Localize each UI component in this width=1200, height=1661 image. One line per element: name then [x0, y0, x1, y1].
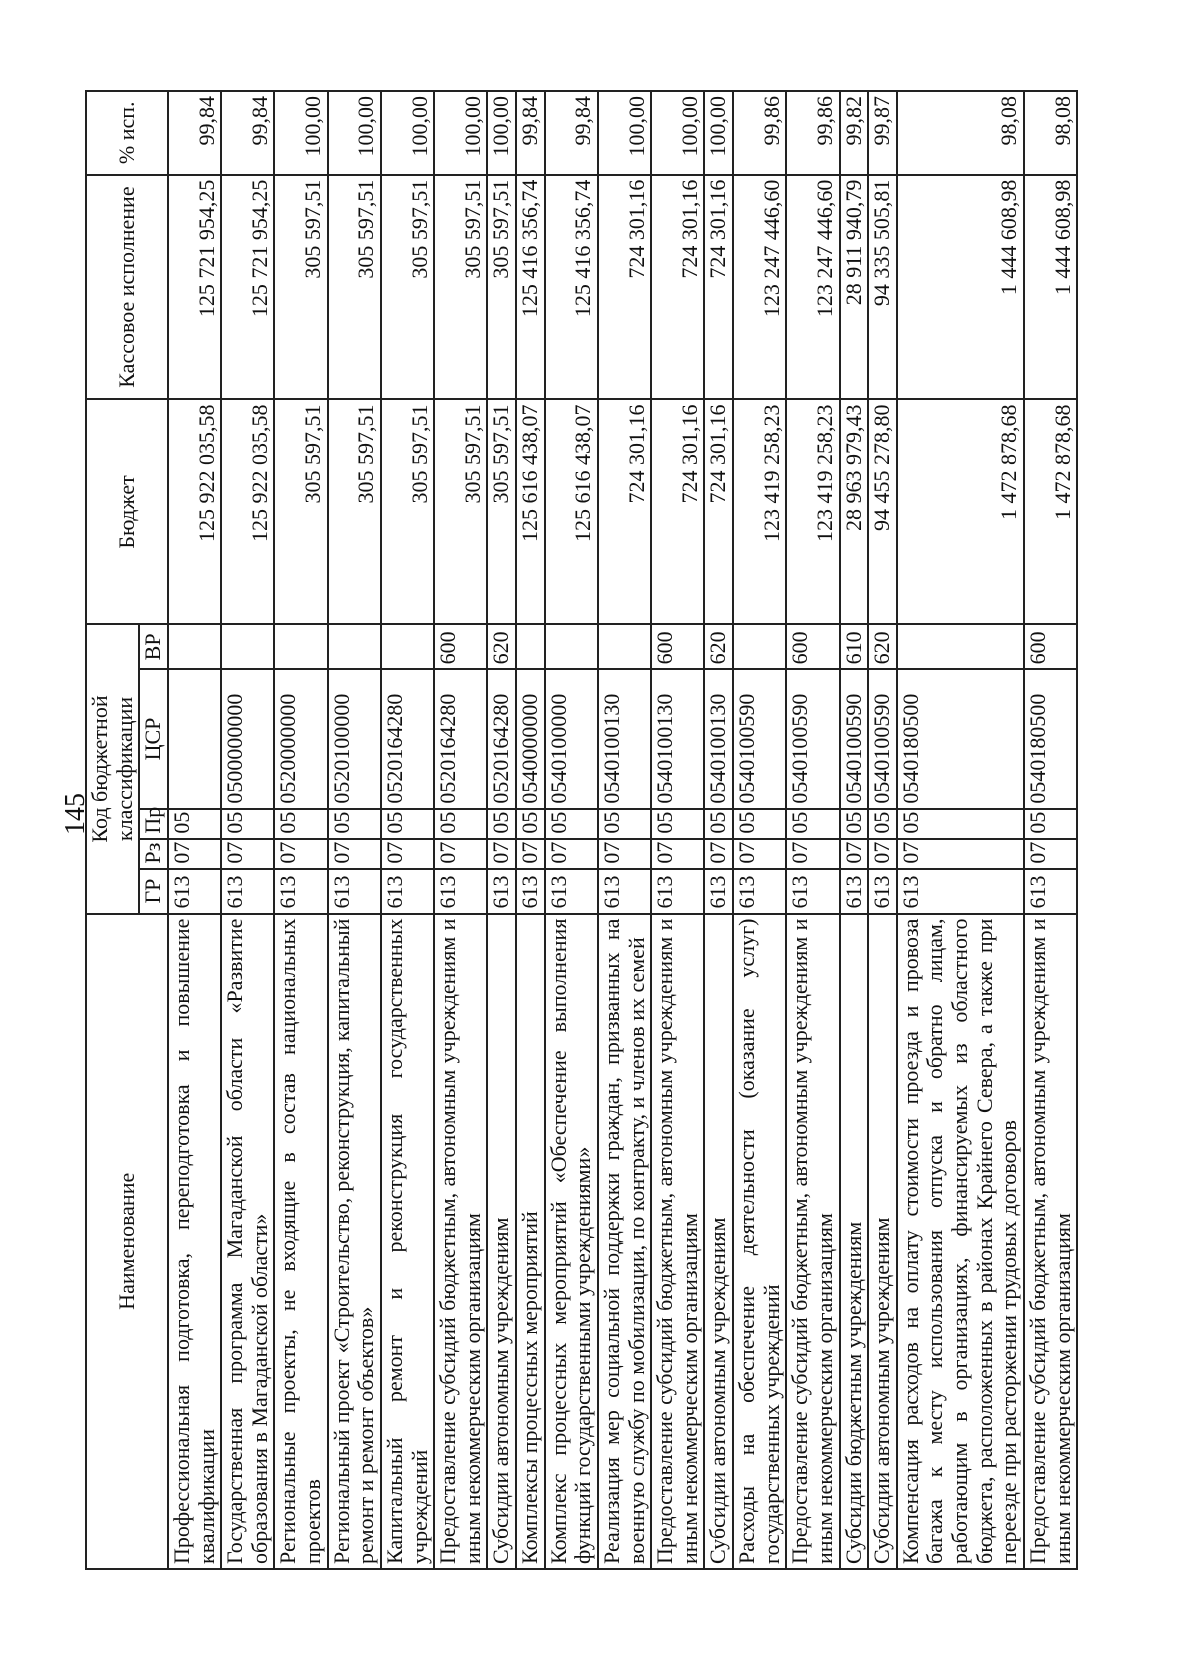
row-pct: 100,00 [381, 91, 434, 175]
table-row [434, 91, 487, 1569]
row-rz: 07 [545, 839, 598, 869]
row-vr [598, 624, 651, 669]
row-pr: 05 [598, 809, 651, 839]
row-gr: 613 [545, 869, 598, 914]
header-cash: Кассовое исполнение [86, 175, 168, 400]
row-rz: 07 [868, 839, 897, 869]
row-vr [221, 624, 274, 669]
row-vr [168, 624, 221, 669]
row-vr [897, 624, 1024, 669]
row-cash: 305 597,51 [328, 175, 381, 400]
row-pr: 05 [897, 809, 1024, 839]
row-pr: 05 [545, 809, 598, 839]
row-pct: 99,84 [516, 91, 545, 175]
row-name: Компенсация расходов на оплату стоимости проезда и провоза багажа к месту использования отпуска и обратно лицам, работающим в организациях, финансируемых из областного бюджета, расположенных в районах Крайнего Севера, а также при переезде при расторжении трудовых договоров [897, 914, 1024, 1569]
row-cash: 123 247 446,60 [786, 175, 839, 400]
header-budget: Бюджет [86, 400, 168, 625]
row-name: Предоставление субсидий бюджетным, автономным учреждениям и иным некоммерческим организациям [1024, 914, 1077, 1569]
row-csr: 0540100590 [868, 669, 897, 808]
header-name: Наименование [86, 914, 168, 1569]
row-rz: 07 [221, 839, 274, 869]
row-pct: 99,84 [221, 91, 274, 175]
row-csr: 0540100590 [733, 669, 786, 808]
row-name: Профессиональная подготовка, переподготовка и повышение квалификации [168, 914, 221, 1569]
header-rz: Рз [139, 839, 168, 869]
table-row [733, 91, 786, 1569]
row-pr: 05 [168, 809, 221, 839]
row-rz: 07 [381, 839, 434, 869]
row-pct: 98,08 [1024, 91, 1077, 175]
row-rz: 07 [704, 839, 733, 869]
row-rz: 07 [897, 839, 1024, 869]
row-pr: 05 [221, 809, 274, 839]
row-pr: 05 [516, 809, 545, 839]
table-row [381, 91, 434, 1569]
row-pct: 100,00 [487, 91, 516, 175]
row-rz: 07 [733, 839, 786, 869]
row-budget: 305 597,51 [381, 400, 434, 625]
row-rz: 07 [651, 839, 704, 869]
row-budget: 125 922 035,58 [221, 400, 274, 625]
row-vr [381, 624, 434, 669]
row-pr: 05 [704, 809, 733, 839]
table-row [221, 91, 274, 1569]
row-pr: 05 [328, 809, 381, 839]
row-vr: 600 [786, 624, 839, 669]
row-cash: 1 444 608,98 [897, 175, 1024, 400]
row-budget: 125 922 035,58 [168, 400, 221, 625]
table-row [651, 91, 704, 1569]
row-gr: 613 [434, 869, 487, 914]
row-gr: 613 [221, 869, 274, 914]
row-gr: 613 [651, 869, 704, 914]
row-cash: 305 597,51 [434, 175, 487, 400]
table-row [598, 91, 651, 1569]
row-vr: 620 [704, 624, 733, 669]
row-csr: 0540000000 [516, 669, 545, 808]
row-pct: 100,00 [274, 91, 327, 175]
row-name: Предоставление субсидий бюджетным, автономным учреждениям и иным некоммерческим организациям [434, 914, 487, 1569]
row-gr: 613 [868, 869, 897, 914]
row-pct: 98,08 [897, 91, 1024, 175]
row-gr: 613 [516, 869, 545, 914]
row-cash: 305 597,51 [274, 175, 327, 400]
row-rz: 07 [434, 839, 487, 869]
row-name: Субсидии автономным учреждениям [704, 914, 733, 1569]
row-name: Комплексы процессных мероприятий [516, 914, 545, 1569]
row-name: Субсидии автономным учреждениям [868, 914, 897, 1569]
table-row [704, 91, 733, 1569]
row-pct: 100,00 [704, 91, 733, 175]
row-name: Субсидии автономным учреждениям [487, 914, 516, 1569]
table-row [840, 91, 869, 1569]
row-pct: 100,00 [651, 91, 704, 175]
row-csr: 0540100130 [651, 669, 704, 808]
row-pr: 05 [1024, 809, 1077, 839]
row-gr: 613 [274, 869, 327, 914]
row-vr: 620 [868, 624, 897, 669]
row-name: Капитальный ремонт и реконструкция государственных учреждений [381, 914, 434, 1569]
row-rz: 07 [168, 839, 221, 869]
table-body [168, 91, 1077, 1569]
row-csr: 0520000000 [274, 669, 327, 808]
row-pr: 05 [733, 809, 786, 839]
row-budget: 724 301,16 [651, 400, 704, 625]
row-cash: 305 597,51 [381, 175, 434, 400]
table-row [274, 91, 327, 1569]
row-cash: 123 247 446,60 [733, 175, 786, 400]
row-gr: 613 [1024, 869, 1077, 914]
row-budget: 28 963 979,43 [840, 400, 869, 625]
table-row [1024, 91, 1077, 1569]
table-row [516, 91, 545, 1569]
row-rz: 07 [328, 839, 381, 869]
row-gr: 613 [733, 869, 786, 914]
row-budget: 724 301,16 [704, 400, 733, 625]
row-name: Предоставление субсидий бюджетным, автономным учреждениям и иным некоммерческим организациям [786, 914, 839, 1569]
row-name: Предоставление субсидий бюджетным, автономным учреждениям и иным некоммерческим организациям [651, 914, 704, 1569]
row-rz: 07 [840, 839, 869, 869]
row-cash: 1 444 608,98 [1024, 175, 1077, 400]
row-pr: 05 [840, 809, 869, 839]
row-csr: 0540180500 [1024, 669, 1077, 808]
row-vr [545, 624, 598, 669]
row-name: Региональный проект «Строительство, реконструкция, капитальный ремонт и ремонт объектов» [328, 914, 381, 1569]
row-gr: 613 [381, 869, 434, 914]
page-number: 145 [60, 793, 91, 835]
table-row [868, 91, 897, 1569]
row-budget: 123 419 258,23 [786, 400, 839, 625]
row-gr: 613 [786, 869, 839, 914]
row-pr: 05 [381, 809, 434, 839]
row-pr: 05 [434, 809, 487, 839]
row-pr: 05 [786, 809, 839, 839]
row-rz: 07 [487, 839, 516, 869]
row-vr [328, 624, 381, 669]
row-cash: 125 416 356,74 [545, 175, 598, 400]
row-csr: 0520164280 [487, 669, 516, 808]
row-cash: 724 301,16 [598, 175, 651, 400]
row-vr: 600 [651, 624, 704, 669]
row-budget: 724 301,16 [598, 400, 651, 625]
header-vr: ВР [139, 624, 168, 669]
row-rz: 07 [516, 839, 545, 869]
row-gr: 613 [704, 869, 733, 914]
header-csr: ЦСР [139, 669, 168, 808]
row-csr [168, 669, 221, 808]
row-cash: 125 721 954,25 [221, 175, 274, 400]
row-csr: 0540100590 [786, 669, 839, 808]
row-rz: 07 [1024, 839, 1077, 869]
row-cash: 125 416 356,74 [516, 175, 545, 400]
table-row [545, 91, 598, 1569]
row-pct: 99,84 [545, 91, 598, 175]
table-row [168, 91, 221, 1569]
row-rz: 07 [274, 839, 327, 869]
row-pr: 05 [651, 809, 704, 839]
row-gr: 613 [487, 869, 516, 914]
row-pct: 100,00 [434, 91, 487, 175]
row-name: Расходы на обеспечение деятельности (оказание услуг) государственных учреждений [733, 914, 786, 1569]
row-budget: 305 597,51 [434, 400, 487, 625]
row-budget: 305 597,51 [487, 400, 516, 625]
row-name: Государственная программа Магаданской области «Развитие образования в Магаданской области» [221, 914, 274, 1569]
row-name: Реализация мер социальной поддержки граждан, призванных на военную службу по мобилизации, по контракту, и членов их семей [598, 914, 651, 1569]
row-vr: 610 [840, 624, 869, 669]
row-name: Субсидии бюджетным учреждениям [840, 914, 869, 1569]
row-vr: 620 [487, 624, 516, 669]
row-pct: 99,86 [733, 91, 786, 175]
table-row [487, 91, 516, 1569]
row-name: Региональные проекты, не входящие в состав национальных проектов [274, 914, 327, 1569]
row-pr: 05 [274, 809, 327, 839]
row-gr: 613 [840, 869, 869, 914]
row-pct: 100,00 [328, 91, 381, 175]
header-gr: ГР [139, 869, 168, 914]
row-cash: 724 301,16 [651, 175, 704, 400]
row-csr: 0540100130 [598, 669, 651, 808]
row-rz: 07 [786, 839, 839, 869]
row-csr: 0540180500 [897, 669, 1024, 808]
header-pct: % исп. [86, 91, 168, 175]
header-pr: Пр [139, 809, 168, 839]
table-row [328, 91, 381, 1569]
row-pct: 99,87 [868, 91, 897, 175]
row-cash: 125 721 954,25 [168, 175, 221, 400]
budget-table [85, 90, 1078, 1570]
row-cash: 94 335 505,81 [868, 175, 897, 400]
row-gr: 613 [168, 869, 221, 914]
table-row [786, 91, 839, 1569]
row-budget: 305 597,51 [328, 400, 381, 625]
row-budget: 123 419 258,23 [733, 400, 786, 625]
row-budget: 1 472 878,68 [897, 400, 1024, 625]
row-budget: 94 455 278,80 [868, 400, 897, 625]
row-csr: 0540100130 [704, 669, 733, 808]
row-vr [274, 624, 327, 669]
header-code-group: Код бюджетной классификации [86, 624, 139, 913]
row-cash: 28 911 940,79 [840, 175, 869, 400]
row-gr: 613 [328, 869, 381, 914]
row-vr [516, 624, 545, 669]
row-rz: 07 [598, 839, 651, 869]
row-budget: 1 472 878,68 [1024, 400, 1077, 625]
row-pct: 99,86 [786, 91, 839, 175]
row-budget: 305 597,51 [274, 400, 327, 625]
row-cash: 305 597,51 [487, 175, 516, 400]
row-csr: 0540100590 [840, 669, 869, 808]
row-csr: 0520100000 [328, 669, 381, 808]
row-budget: 125 616 438,07 [545, 400, 598, 625]
row-csr: 0540100000 [545, 669, 598, 808]
row-pr: 05 [487, 809, 516, 839]
row-pr: 05 [868, 809, 897, 839]
row-csr: 0520164280 [381, 669, 434, 808]
row-name: Комплекс процессных мероприятий «Обеспечение выполнения функций государственными учреждениями» [545, 914, 598, 1569]
row-vr [733, 624, 786, 669]
row-csr: 0520164280 [434, 669, 487, 808]
table-row [897, 91, 1024, 1569]
row-pct: 99,82 [840, 91, 869, 175]
row-pct: 99,84 [168, 91, 221, 175]
row-gr: 613 [598, 869, 651, 914]
rotated-content [85, 90, 1085, 1570]
row-vr: 600 [1024, 624, 1077, 669]
row-budget: 125 616 438,07 [516, 400, 545, 625]
row-gr: 613 [897, 869, 1024, 914]
row-csr: 0500000000 [221, 669, 274, 808]
rotated-page [85, 90, 1085, 1570]
row-cash: 724 301,16 [704, 175, 733, 400]
row-vr: 600 [434, 624, 487, 669]
row-pct: 100,00 [598, 91, 651, 175]
